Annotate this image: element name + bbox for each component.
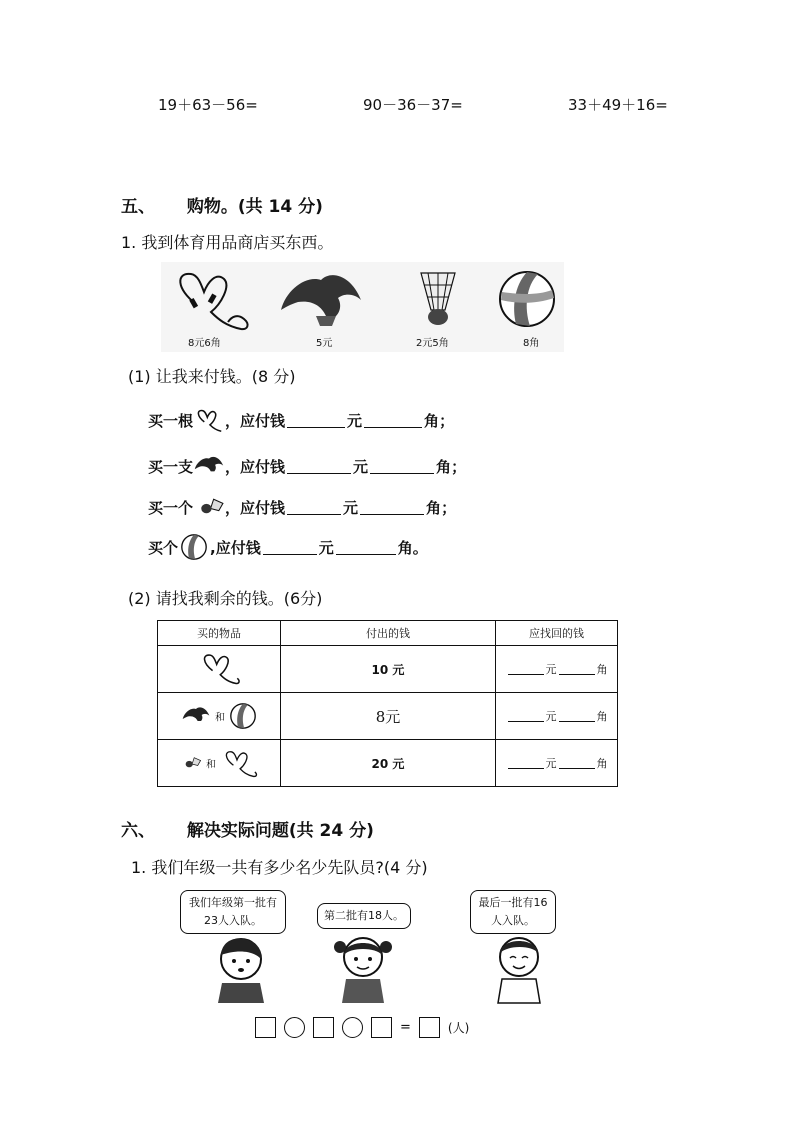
equation-2: 90－36－37= [363,96,463,114]
speech-bubble-3: 最后一批有16人入队。 [470,890,556,934]
change-cell [496,693,618,740]
jump-rope-icon [220,747,258,779]
joiner: 和 [206,759,216,771]
change-table [157,620,618,787]
price-ball: 8角 [523,338,540,349]
yuan-blank[interactable] [508,664,544,675]
pay-text: ,应付钱 [210,538,261,557]
table-row [158,693,618,740]
jump-rope-icon [166,264,251,334]
items-cell [158,646,281,693]
jump-rope-icon [193,406,225,434]
yuan-blank[interactable] [263,540,317,555]
price-plume: 5元 [316,338,333,349]
yuan-label: 元 [545,757,557,770]
line-end: ； [439,411,455,430]
jiao-blank[interactable] [559,711,595,722]
buy-line-4 [148,533,428,561]
buy-line-1 [148,406,454,434]
equals-sign: = [400,1020,411,1035]
yuan-blank[interactable] [287,500,341,515]
line-end: ； [451,457,467,476]
table-row [158,646,618,693]
unit-label: (人) [447,1021,470,1035]
header-change: 应找回的钱 [496,621,618,646]
yuan-label: 元 [545,663,557,676]
section5-question: 1. 我到体育用品商店买东西。 [121,233,334,252]
beach-ball-icon [178,533,210,561]
badminton-shuttlecock-icon [193,493,225,521]
buy-prefix: 买个 [148,538,179,557]
girl-figure [330,933,396,1005]
section5-number: 五、 [121,197,155,217]
pay-text: ，应付钱 [225,411,286,430]
badminton-shuttlecock-icon [413,268,463,330]
beach-ball-icon [496,268,558,330]
jump-rope-icon [197,650,241,686]
section6-question: 1. 我们年级一共有多少名少先队员?(4 分) [131,858,428,877]
line-end: 。 [412,538,428,557]
buy-prefix: 买一个 [148,498,194,517]
pay-text: ，应付钱 [225,457,286,476]
section6-title: 解决实际问题(共 24 分) [186,821,374,841]
pay-text: ，应付钱 [225,498,286,517]
section5-heading [121,192,323,217]
yuan-label: 元 [353,457,369,476]
section6-heading [121,816,374,841]
operator-circle[interactable] [342,1017,363,1038]
buy-line-2 [148,452,466,480]
jiao-label: 角 [596,663,608,676]
product-strip [161,262,564,352]
change-cell [496,646,618,693]
equation-3: 33＋49＋16= [568,96,668,114]
part1-title: (1) 让我来付钱。(8 分) [128,367,296,386]
equation-1: 19＋63－56= [158,96,258,114]
result-box[interactable] [419,1017,440,1038]
jiao-blank[interactable] [370,459,434,474]
answer-box[interactable] [371,1017,392,1038]
paid-cell: 20 元 [281,740,496,787]
jiao-blank[interactable] [336,540,396,555]
price-shuttlecock: 2元5角 [416,338,449,349]
shuttlecock-plume-icon [276,270,366,332]
operator-circle[interactable] [284,1017,305,1038]
line-end: ； [441,498,457,517]
answer-equation [255,1017,469,1038]
answer-box[interactable] [313,1017,334,1038]
jiao-label: 角 [596,710,608,723]
jiao-blank[interactable] [559,758,595,769]
buy-line-3 [148,493,456,521]
header-items: 买的物品 [158,621,281,646]
items-cell [158,693,281,740]
part2-title: (2) 请找我剩余的钱。(6分) [128,589,323,608]
speech-bubble-1: 我们年级第一批有23人入队。 [180,890,286,934]
boy-figure-2 [486,931,552,1005]
shuttlecock-plume-icon [181,705,211,727]
paid-cell: 10 元 [281,646,496,693]
speech-bubble-2: 第二批有18人。 [317,903,411,929]
paid-cell: 8元 [281,693,496,740]
items-cell [158,740,281,787]
yuan-blank[interactable] [508,711,544,722]
yuan-label: 元 [347,411,363,430]
jiao-label: 角 [596,757,608,770]
beach-ball-icon [229,702,257,730]
jiao-label: 角 [424,411,440,430]
jiao-blank[interactable] [360,500,424,515]
table-row [158,740,618,787]
table-header-row [158,621,618,646]
section5-title: 购物。(共 14 分) [186,197,323,217]
price-jump-rope: 8元6角 [188,338,221,349]
yuan-label: 元 [545,710,557,723]
badminton-shuttlecock-icon [180,753,202,773]
jiao-label: 角 [426,498,442,517]
section6-number: 六、 [121,821,155,841]
jiao-label: 角 [397,538,413,557]
change-cell [496,740,618,787]
header-paid: 付出的钱 [281,621,496,646]
jiao-blank[interactable] [364,413,422,428]
buy-prefix: 买一支 [148,457,194,476]
jiao-blank[interactable] [559,664,595,675]
joiner: 和 [215,712,225,724]
boy-figure-1 [208,933,274,1005]
buy-prefix: 买一根 [148,411,194,430]
jiao-label: 角 [436,457,452,476]
shuttlecock-plume-icon [193,452,225,480]
answer-box[interactable] [255,1017,276,1038]
yuan-label: 元 [318,538,334,557]
yuan-label: 元 [343,498,359,517]
yuan-blank[interactable] [287,459,351,474]
yuan-blank[interactable] [508,758,544,769]
yuan-blank[interactable] [287,413,345,428]
